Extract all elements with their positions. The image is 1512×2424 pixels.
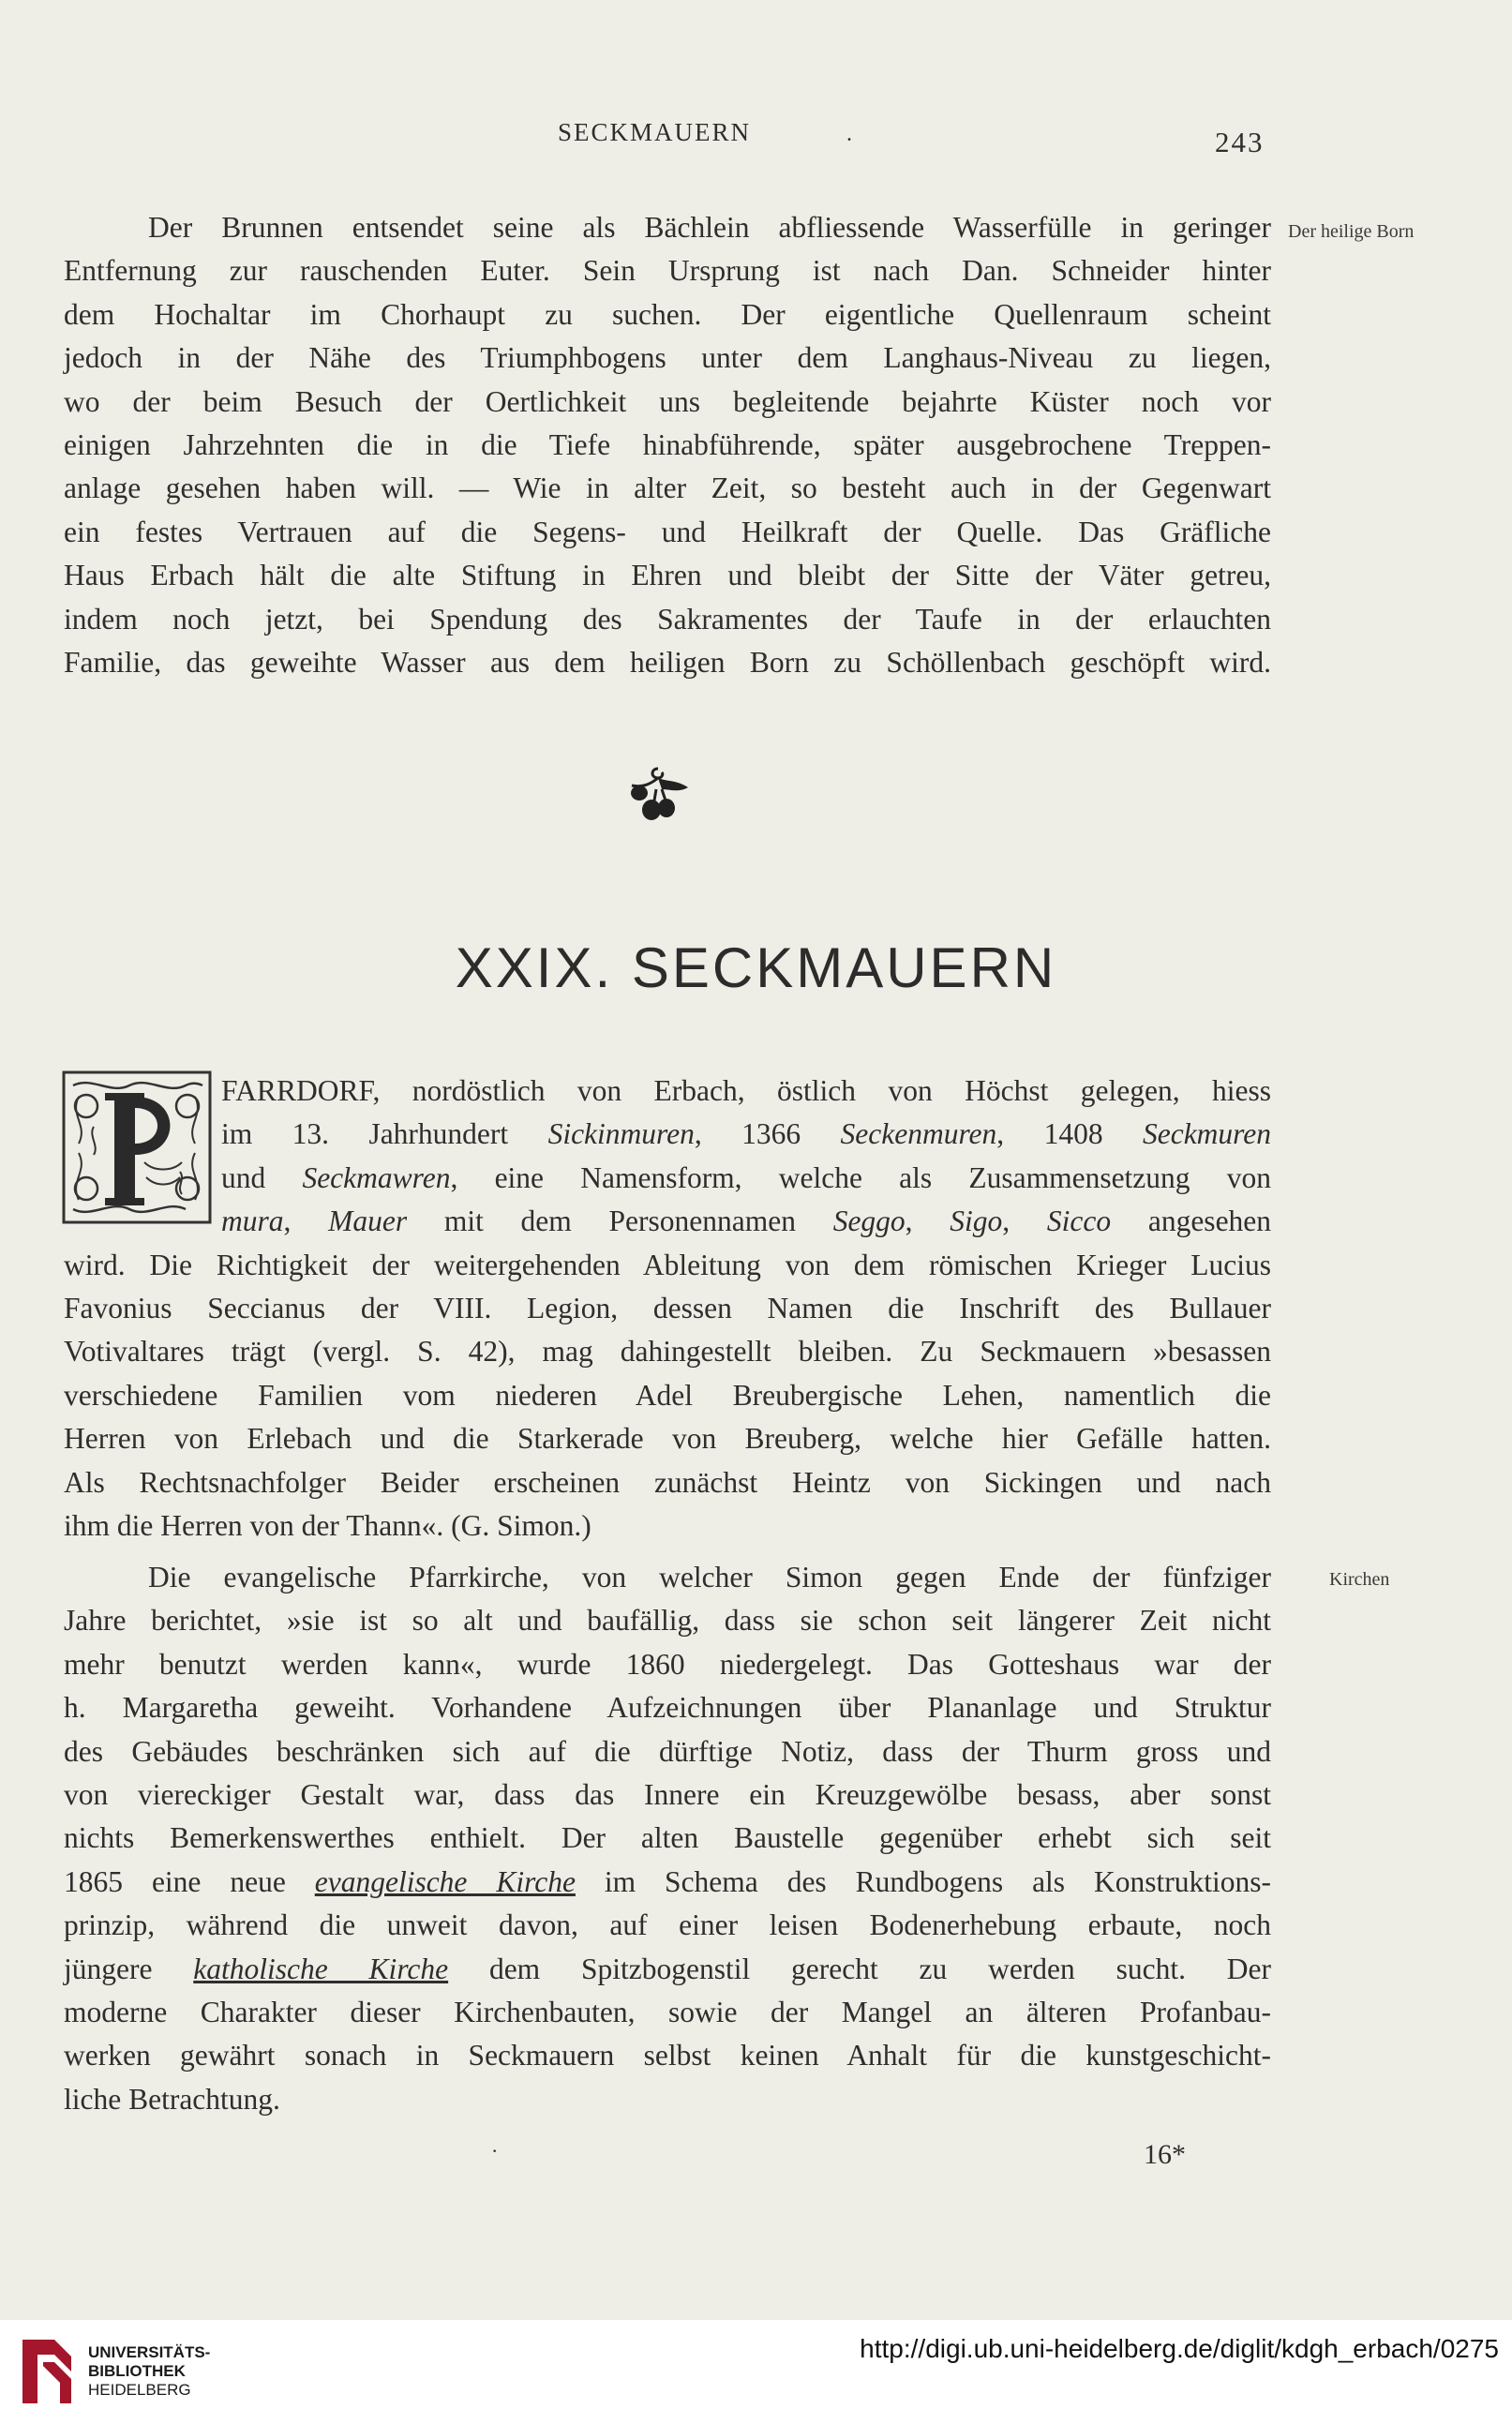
margin-note-kirchen: Kirchen bbox=[1329, 1569, 1390, 1590]
text-line bbox=[64, 1113, 1271, 1156]
text-line: wo der beim Besuch der Oertlichkeit uns begleitende bejahrte Küster noch vor bbox=[64, 384, 1271, 418]
text-line: nichts Bemerkenswerthes enthielt. Der alten Baustelle gegenüber erhebt sich seit bbox=[64, 1821, 1271, 1855]
italic-personal-name: Sigo bbox=[950, 1205, 1003, 1238]
fleuron-ornament-icon bbox=[621, 761, 696, 836]
text-line: verschiedene Familien vom niederen Adel Breubergische Lehen, namentlich die bbox=[64, 1378, 1271, 1412]
text-run: , bbox=[905, 1205, 951, 1238]
italic-word: mura bbox=[221, 1205, 284, 1238]
library-name[interactable] bbox=[88, 2343, 210, 2400]
italic-church-name: evangelische Kirche bbox=[314, 1864, 576, 1898]
text-line: liche Betrachtung. bbox=[64, 2082, 280, 2116]
signature-dot: · bbox=[491, 2139, 499, 2162]
text-line: werken gewährt sonach in Seckmauern selbst keinen Anhalt für die kunstgeschicht- bbox=[64, 2039, 1271, 2072]
text-line: ein festes Vertrauen auf die Segens- und Heilkraft der Quelle. Das Gräfliche bbox=[64, 515, 1271, 548]
text-line: Der Brunnen entsendet seine als Bächlein abfliessende Wasserfülle in geringer bbox=[148, 211, 1271, 244]
text-line: moderne Charakter dieser Kirchenbauten, sowie der Mangel an älteren Profanbau- bbox=[64, 1995, 1271, 2028]
text-run: , 1408 bbox=[996, 1117, 1143, 1151]
text-line: jedoch in der Nähe des Triumphbogens unter dem Langhaus-Niveau zu liegen, bbox=[64, 341, 1271, 375]
text-line: Familie, das geweihte Wasser aus dem heiligen Born zu Schöllenbach geschöpft wird. bbox=[64, 645, 1271, 679]
text-line bbox=[64, 1948, 1271, 1991]
text-line: indem noch jetzt, bei Spendung des Sakramentes der Taufe in der erlauchten bbox=[64, 602, 1271, 636]
italic-place-name: Seckmuren bbox=[1142, 1117, 1271, 1151]
text-line bbox=[64, 1861, 1271, 1904]
text-line: h. Margaretha geweiht. Vorhandene Aufzeichnungen über Plananlage und Struktur bbox=[64, 1691, 1271, 1725]
text-line: Favonius Seccianus der VIII. Legion, dessen Namen die Inschrift des Bullauer bbox=[64, 1291, 1271, 1324]
page-number: 243 bbox=[1215, 126, 1265, 158]
italic-place-name: Seckenmuren bbox=[840, 1117, 997, 1151]
italic-place-name: Sickinmuren bbox=[547, 1117, 695, 1151]
italic-place-name: Seckmawren bbox=[302, 1160, 451, 1194]
library-name-line: UNIVERSITÄTS- bbox=[88, 2343, 211, 2361]
chapter-title: XXIX. SECKMAUERN bbox=[455, 936, 1057, 999]
italic-personal-name: Sicco bbox=[1046, 1205, 1112, 1238]
italic-church-name: katholische Kirche bbox=[193, 1952, 449, 1985]
text-line: prinzip, während die unweit davon, auf einer leisen Bodenerhebung erbaute, noch bbox=[64, 1908, 1271, 1942]
text-run: jüngere bbox=[64, 1952, 194, 1985]
paragraph-kirchen bbox=[64, 1556, 1271, 2121]
text-run: , 1366 bbox=[694, 1117, 841, 1151]
text-run: und bbox=[221, 1160, 303, 1194]
margin-note-born: Der heilige Born bbox=[1288, 221, 1415, 242]
library-name-line: HEIDELBERG bbox=[88, 2381, 191, 2399]
text-line: ihm die Herren von der Thann«. (G. Simon.) bbox=[64, 1508, 591, 1542]
running-title: SECKMAUERN bbox=[558, 118, 752, 146]
text-line: FARRDORF, nordöstlich von Erbach, östlich von Höchst gelegen, hiess bbox=[221, 1074, 1271, 1107]
text-line: Als Rechtsnachfolger Beider erscheinen zunächst Heintz von Sickingen und nach bbox=[64, 1465, 1271, 1499]
permalink-url[interactable]: http://digi.ub.uni-heidelberg.de/diglit/kdgh_erbach/0275 bbox=[860, 2334, 1499, 2363]
paragraph-born bbox=[64, 206, 1271, 684]
text-run: mit dem Personennamen bbox=[407, 1205, 833, 1238]
paragraph-pfarrdorf bbox=[64, 1070, 1271, 1548]
text-line: Haus Erbach hält die alte Stiftung in Ehren und bleibt der Sitte der Väter getreu, bbox=[64, 559, 1271, 592]
text-line: einigen Jahrzehnten die in die Tiefe hinabführende, später ausgebrochene Treppen- bbox=[64, 427, 1271, 461]
text-line: anlage gesehen haben will. — Wie in alter Zeit, so besteht auch in der Gegenwart bbox=[64, 471, 1271, 505]
text-run: , bbox=[1002, 1205, 1047, 1238]
library-name-line: BIBLIOTHEK bbox=[88, 2362, 186, 2380]
text-line: von viereckiger Gestalt war, dass das Innere ein Kreuzgewölbe besass, aber sonst bbox=[64, 1777, 1271, 1811]
italic-personal-name: Seggo bbox=[832, 1205, 906, 1238]
text-line bbox=[64, 1157, 1271, 1200]
signature-number: 16* bbox=[1144, 2139, 1186, 2170]
text-line: Votivaltares trägt (vergl. S. 42), mag dahingestellt bleiben. Zu Seckmauern »besassen bbox=[64, 1335, 1271, 1369]
text-line: dem Hochaltar im Chorhaupt zu suchen. Der eigentliche Quellenraum scheint bbox=[64, 297, 1271, 331]
text-line: des Gebäudes beschränken sich auf die dürftige Notiz, dass der Thurm gross und bbox=[64, 1734, 1271, 1768]
text-run: dem Spitzbogenstil gerecht zu werden sucht. Der bbox=[448, 1952, 1271, 1985]
text-run: , bbox=[283, 1205, 329, 1238]
text-line: Herren von Erlebach und die Starkerade von Breuberg, welche hier Gefälle hatten. bbox=[64, 1422, 1271, 1456]
text-run: , eine Namensform, welche als Zusammensetzung von bbox=[450, 1160, 1271, 1194]
text-line: mehr benutzt werden kann«, wurde 1860 niedergelegt. Das Gotteshaus war der bbox=[64, 1647, 1271, 1681]
text-run: 1865 eine neue bbox=[64, 1864, 315, 1898]
text-line: Die evangelische Pfarrkirche, von welcher Simon gegen Ende der fünfziger bbox=[148, 1561, 1271, 1594]
text-line: Entfernung zur rauschenden Euter. Sein Ursprung ist nach Dan. Schneider hinter bbox=[64, 254, 1271, 288]
italic-word: Mauer bbox=[328, 1205, 408, 1238]
text-line: wird. Die Richtigkeit der weitergehenden Ableitung von dem römischen Krieger Lucius bbox=[64, 1248, 1271, 1281]
text-line: Jahre berichtet, »sie ist so alt und baufällig, dass sie schon seit längerer Zeit nicht bbox=[64, 1604, 1271, 1638]
text-line bbox=[64, 1200, 1271, 1243]
header-dot: . bbox=[846, 122, 854, 146]
library-logo-icon[interactable] bbox=[17, 2334, 79, 2409]
text-run: im 13. Jahrhundert bbox=[221, 1117, 548, 1151]
text-run: im Schema des Rundbogens als Konstruktions- bbox=[575, 1864, 1271, 1898]
text-run: angesehen bbox=[1111, 1205, 1272, 1238]
